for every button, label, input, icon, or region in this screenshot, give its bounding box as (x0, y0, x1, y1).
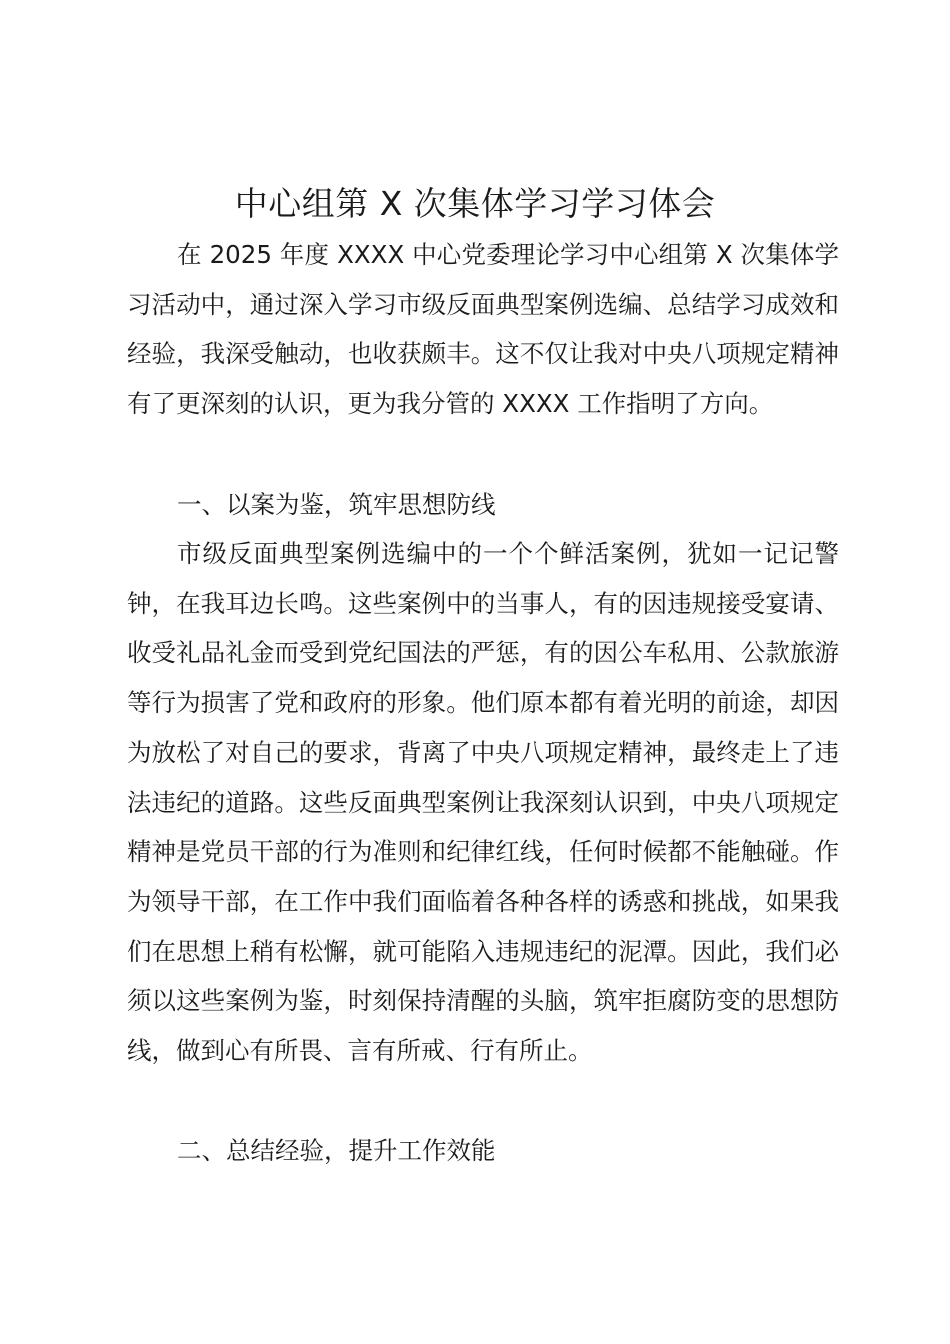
section-1-heading: 一、以案为鉴，筑牢思想防线 (177, 490, 496, 519)
document-title: 中心组第 X 次集体学习学习体会 (234, 184, 716, 223)
intro-paragraph: 在 2025 年度 XXXX 中心党委理论学习中心组第 X 次集体学习活动中，通过深入学习市级反面典型案例选编、总结学习成效和经验，我深受触动，也收获颇丰。这不仅让我对中央八项规定精神有了更深刻的认识，更为我分管的 XXXX 工作指明了方向。 (127, 240, 839, 419)
section-1-paragraph: 市级反面典型案例选编中的一个个鲜活案例，犹如一记记警钟，在我耳边长鸣。这些案例中的当事人，有的因违规接受宴请、收受礼品礼金而受到党纪国法的严惩，有的因公车私用、公款旅游等行为损害了党和政府的形象。他们原本都有着光明的前途，却因为放松了对自己的要求，背离了中央八项规定精神，最终走上了违法违纪的道路。这些反面典型案例让我深刻认识到，中央八项规定精神是党员干部的行为准则和纪律红线，任何时候都不能触碰。作为领导干部，在工作中我们面临着各种各样的诱惑和挑战，如果我们在思想上稍有松懈，就可能陷入违规违纪的泥潭。因此，我们必须以这些案例为鉴，时刻保持清醒的头脑，筑牢拒腐防变的思想防线，做到心有所畏、言有所戒、行有所止。 (127, 539, 839, 1066)
section-2-heading: 二、总结经验，提升工作效能 (177, 1136, 496, 1165)
